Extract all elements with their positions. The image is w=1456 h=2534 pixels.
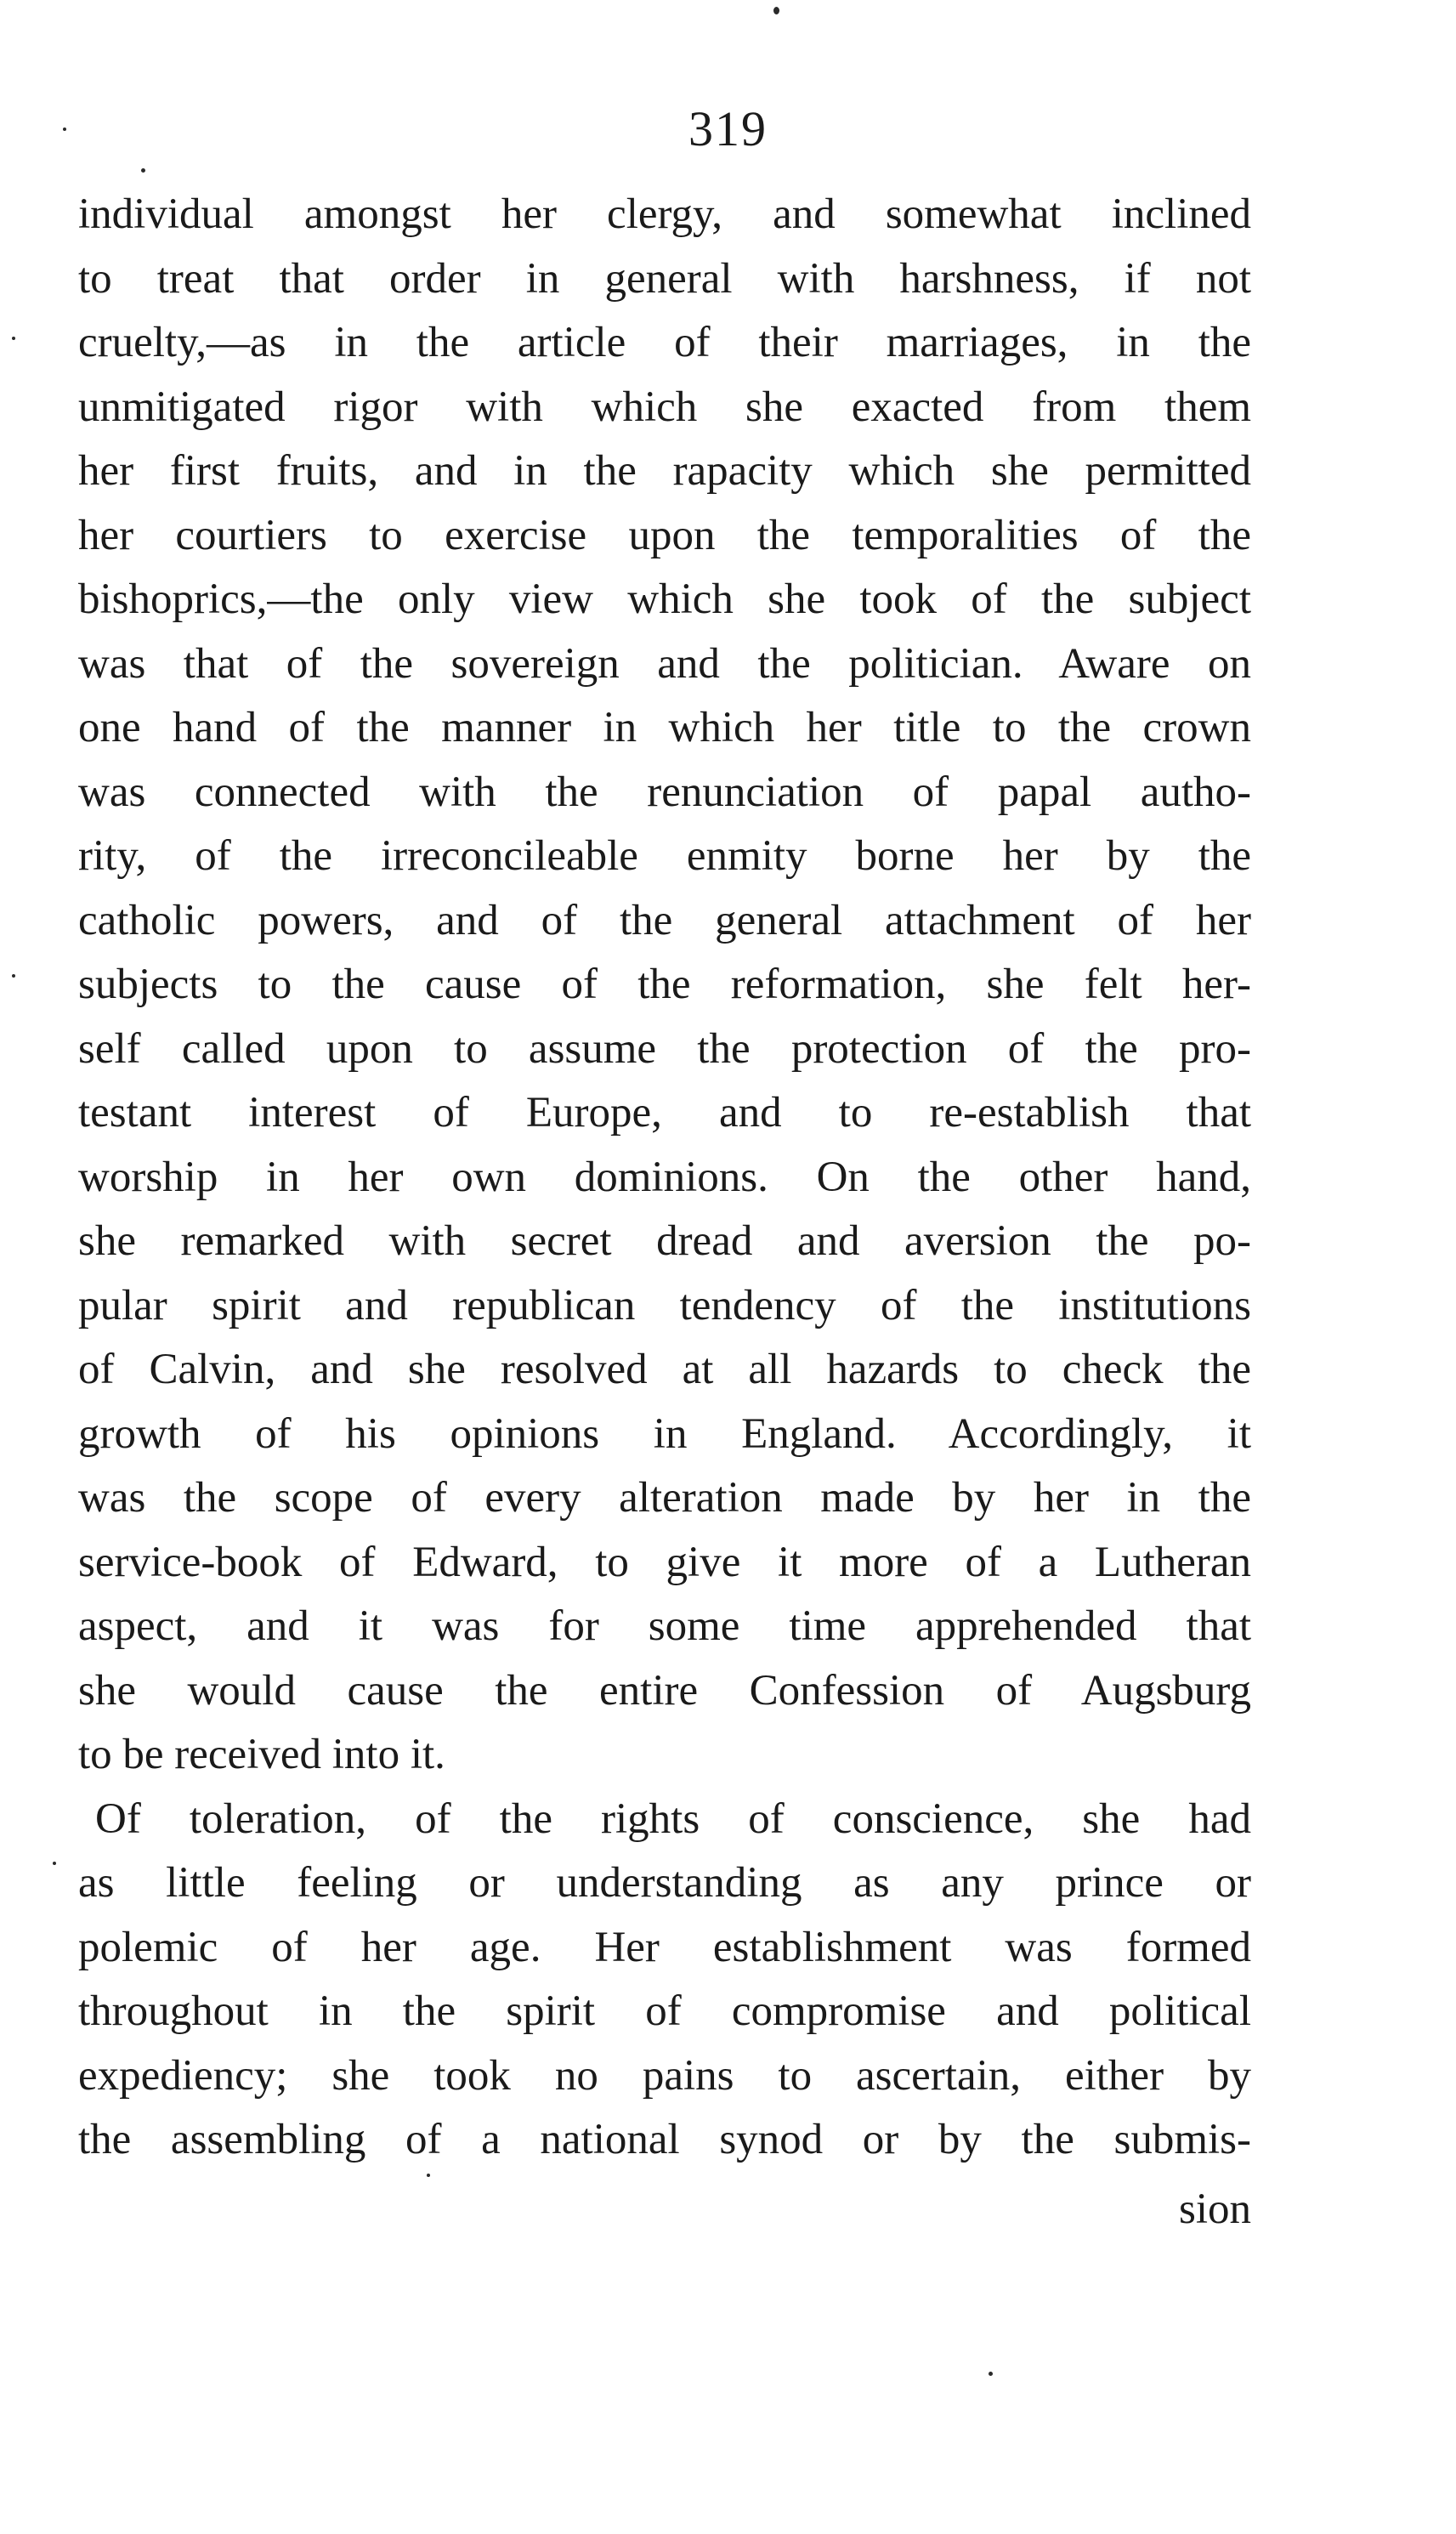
text-line: bishoprics,—the only view which she took of the subject bbox=[78, 575, 1251, 623]
body-text bbox=[78, 183, 1251, 2173]
text-line: her courtiers to exercise upon the temporalities of the bbox=[78, 511, 1251, 559]
text-line: was connected with the renunciation of papal autho- bbox=[78, 768, 1251, 816]
text-line: the assembling of a national synod or by the submis- bbox=[78, 2116, 1251, 2163]
text-line: subjects to the cause of the reformation, she felt her- bbox=[78, 961, 1251, 1008]
text-line: was that of the sovereign and the politician. Aware on bbox=[78, 639, 1251, 688]
text-line: polemic of her age. Her establishment was formed bbox=[78, 1923, 1251, 1971]
text-line: of Calvin, and she resolved at all hazards to check the bbox=[78, 1346, 1251, 1393]
ink-speck bbox=[63, 128, 66, 131]
text-line: rity, of the irreconcileable enmity borne her by the bbox=[78, 832, 1251, 880]
ink-speck bbox=[989, 2372, 993, 2376]
ink-speck bbox=[141, 168, 145, 173]
text-line: cruelty,—as in the article of their marriages, in the bbox=[78, 319, 1251, 366]
text-line: testant interest of Europe, and to re-establish that bbox=[78, 1089, 1251, 1137]
ink-speck bbox=[12, 974, 15, 978]
text-line: unmitigated rigor with which she exacted from them bbox=[78, 383, 1251, 431]
paragraph bbox=[78, 1788, 1251, 2173]
text-line: to be received into it. bbox=[78, 1731, 445, 1778]
text-line: aspect, and it was for some time apprehended that bbox=[78, 1602, 1251, 1650]
text-line: was the scope of every alteration made by her in the bbox=[78, 1474, 1251, 1522]
text-line: individual amongst her clergy, and somewhat inclined bbox=[78, 190, 1251, 238]
text-line: pular spirit and republican tendency of the institutions bbox=[78, 1281, 1251, 1329]
text-line: as little feeling or understanding as any prince or bbox=[78, 1859, 1251, 1907]
catchword: sion bbox=[1178, 2185, 1251, 2233]
ink-speck bbox=[12, 337, 15, 340]
text-line: catholic powers, and of the general attachment of her bbox=[78, 896, 1251, 944]
text-line: worship in her own dominions. On the other hand, bbox=[78, 1153, 1251, 1201]
paragraph bbox=[78, 183, 1251, 1788]
text-line: expediency; she took no pains to ascertain, either by bbox=[78, 2051, 1251, 2100]
text-line: Of toleration, of the rights of conscience, she had bbox=[95, 1794, 1251, 1843]
text-line: growth of his opinions in England. Accordingly, it bbox=[78, 1409, 1251, 1458]
text-line: throughout in the spirit of compromise and political bbox=[78, 1987, 1251, 2035]
text-line: one hand of the manner in which her title to the crown bbox=[78, 704, 1251, 751]
ink-speck bbox=[427, 2174, 430, 2177]
page-number: 319 bbox=[688, 101, 768, 156]
text-line: self called upon to assume the protection of the pro- bbox=[78, 1024, 1251, 1073]
text-line: service-book of Edward, to give it more of a Lutheran bbox=[78, 1538, 1251, 1586]
ink-speck bbox=[53, 1862, 56, 1865]
text-line: she remarked with secret dread and aversion the po- bbox=[78, 1217, 1251, 1265]
text-line: her first fruits, and in the rapacity which she permitted bbox=[78, 447, 1251, 495]
text-line: she would cause the entire Confession of Augsburg bbox=[78, 1666, 1251, 1715]
text-line: to treat that order in general with harshness, if not bbox=[78, 254, 1251, 303]
ink-speck bbox=[773, 7, 779, 14]
